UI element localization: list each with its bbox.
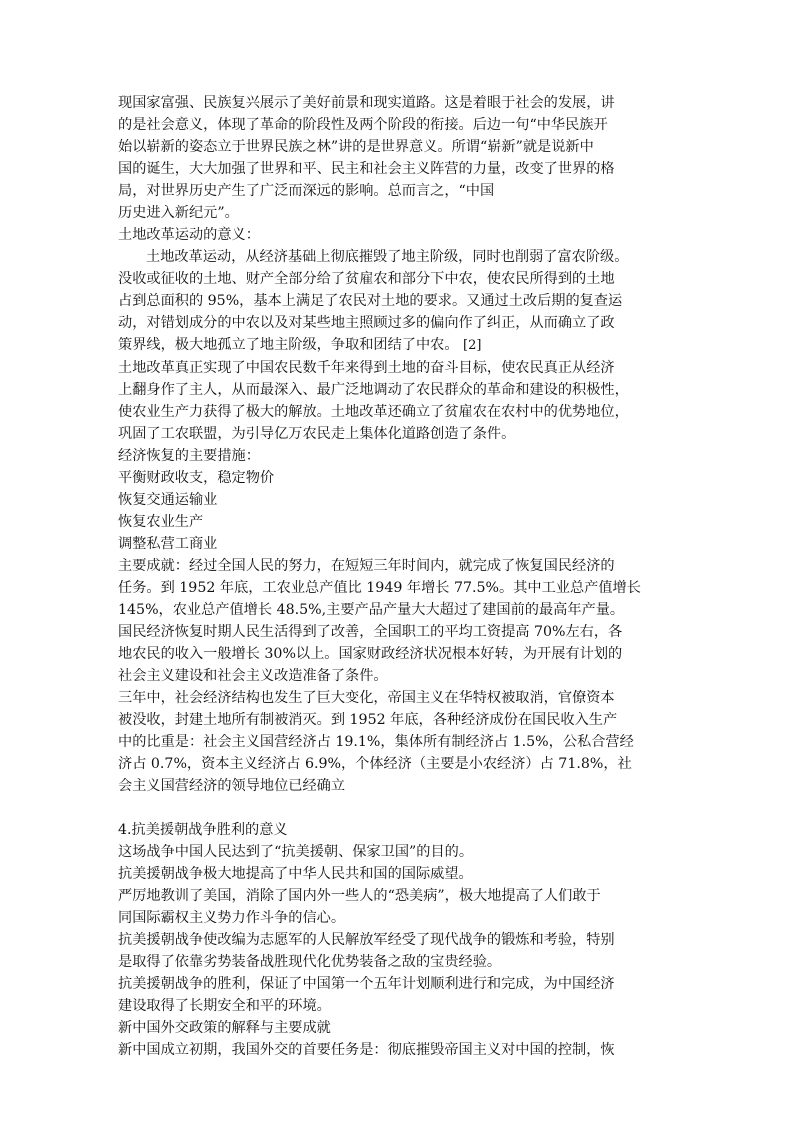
text-line: 历史进入新纪元”。	[118, 205, 239, 221]
document-body	[118, 92, 678, 1061]
list-item: 恢复农业生产	[118, 514, 204, 530]
text-line: 济占 0.7%，资本主义经济占 6.9%，个体经济（主要是小农经济）占 71.8%，社	[118, 756, 632, 772]
section-heading: 4.抗美援朝战争胜利的意义	[118, 822, 288, 838]
text-line: 占到总面积的 95%，基本上满足了农民对土地的要求。又通过土改后期的复查运	[118, 293, 623, 309]
text-line: 中的比重是：社会主义国营经济占 19.1%，集体所有制经济占 1.5%，公私合营经	[118, 734, 634, 750]
text-line: 现国家富强、民族复兴展示了美好前景和现实道路。这是着眼于社会的发展，讲	[118, 95, 615, 111]
text-line: 主要成就：经过全国人民的努力，在短短三年时间内，就完成了恢复国民经济的	[118, 558, 615, 574]
text-line: 局，对世界历史产生了广泛而深远的影响。总而言之，“中国	[118, 183, 495, 199]
text-line: 145%，农业总产值增长 48.5%,主要产品产量大大超过了建国前的最高年产量。	[118, 602, 625, 618]
text-line: 巩固了工农联盟，为引导亿万农民走上集体化道路创造了条件。	[118, 426, 516, 442]
list-item: 恢复交通运输业	[118, 492, 218, 508]
text-line: 地农民的收入一般增长 30%以上。国家财政经济状况根本好转，为开展有计划的	[118, 646, 623, 662]
text-line: 上翻身作了主人，从而最深入、最广泛地调动了农民群众的革命和建设的积极性，	[118, 382, 629, 398]
text-line: 新中国成立初期，我国外交的首要任务是：彻底摧毁帝国主义对中国的控制，恢	[118, 1042, 615, 1058]
section-heading: 土地改革运动的意义：	[118, 227, 260, 243]
text-line: 始以崭新的姿态立于世界民族之林”讲的是世界意义。所谓“崭新”就是说新中	[118, 139, 594, 155]
text-line: 同国际霸权主义势力作斗争的信心。	[118, 910, 346, 926]
text-line: 抗美援朝战争使改编为志愿军的人民解放军经受了现代战争的锻炼和考验，特别	[118, 932, 615, 948]
section-heading: 经济恢复的主要措施：	[118, 448, 260, 464]
text-line: 土地改革真正实现了中国农民数千年来得到土地的奋斗目标，使农民真正从经济	[118, 360, 615, 376]
text-line: 的是社会意义，体现了革命的阶段性及两个阶段的衔接。后边一句“中华民族开	[118, 117, 608, 133]
text-line: 三年中，社会经济结构也发生了巨大变化，帝国主义在华特权被取消，官僚资本	[118, 690, 615, 706]
text-line: 会主义国营经济的领导地位已经确立	[118, 778, 346, 794]
text-line: 严厉地教训了美国，消除了国内外一些人的“恐美病”，极大地提高了人们敢于	[118, 888, 601, 904]
list-item: 平衡财政收支，稳定物价	[118, 470, 275, 486]
text-line: 抗美援朝战争的胜利，保证了中国第一个五年计划顺利进行和完成，为中国经济	[118, 976, 615, 992]
text-line: 建设取得了长期安全和平的环境。	[118, 998, 331, 1014]
text-line: 这场战争中国人民达到了“抗美援朝、保家卫国”的目的。	[118, 844, 474, 860]
text-line: 任务。到 1952 年底，工农业总产值比 1949 年增长 77.5%。其中工业总产值增长	[118, 580, 641, 596]
text-line	[118, 334, 678, 357]
section-heading: 新中国外交政策的解释与主要成就	[118, 1020, 331, 1036]
text-segment: 策界线，极大地孤立了地主阶级，争取和团结了中农。	[118, 337, 459, 353]
text-line: 没收或征收的土地、财产全部分给了贫雇农和部分下中农，使农民所得到的土地	[118, 271, 615, 287]
citation-link[interactable]: [2]	[463, 338, 482, 353]
text-line: 动，对错划成分的中农以及对某些地主照顾过多的偏向作了纠正，从而确立了政	[118, 315, 615, 331]
text-line: 社会主义建设和社会主义改造准备了条件。	[118, 668, 388, 684]
list-item: 调整私营工商业	[118, 536, 218, 552]
blank-line	[118, 797, 678, 819]
text-line: 国民经济恢复时期人民生活得到了改善，全国职工的平均工资提高 70%左右，各	[118, 624, 623, 640]
text-line: 国的诞生，大大加强了世界和平、民主和社会主义阵营的力量，改变了世界的格	[118, 161, 615, 177]
text-line: 使农业生产力获得了极大的解放。土地改革还确立了贫雇农在农村中的优势地位，	[118, 404, 629, 420]
text-line: 是取得了依靠劣势装备战胜现代化优势装备之敌的宝贵经验。	[118, 954, 502, 970]
text-line: 土地改革运动，从经济基础上彻底摧毁了地主阶级，同时也削弱了富农阶级。	[146, 249, 629, 265]
text-line: 抗美援朝战争极大地提高了中华人民共和国的国际威望。	[118, 866, 473, 882]
text-line: 被没收，封建土地所有制被消灭。到 1952 年底，各种经济成份在国民收入生产	[118, 712, 618, 728]
